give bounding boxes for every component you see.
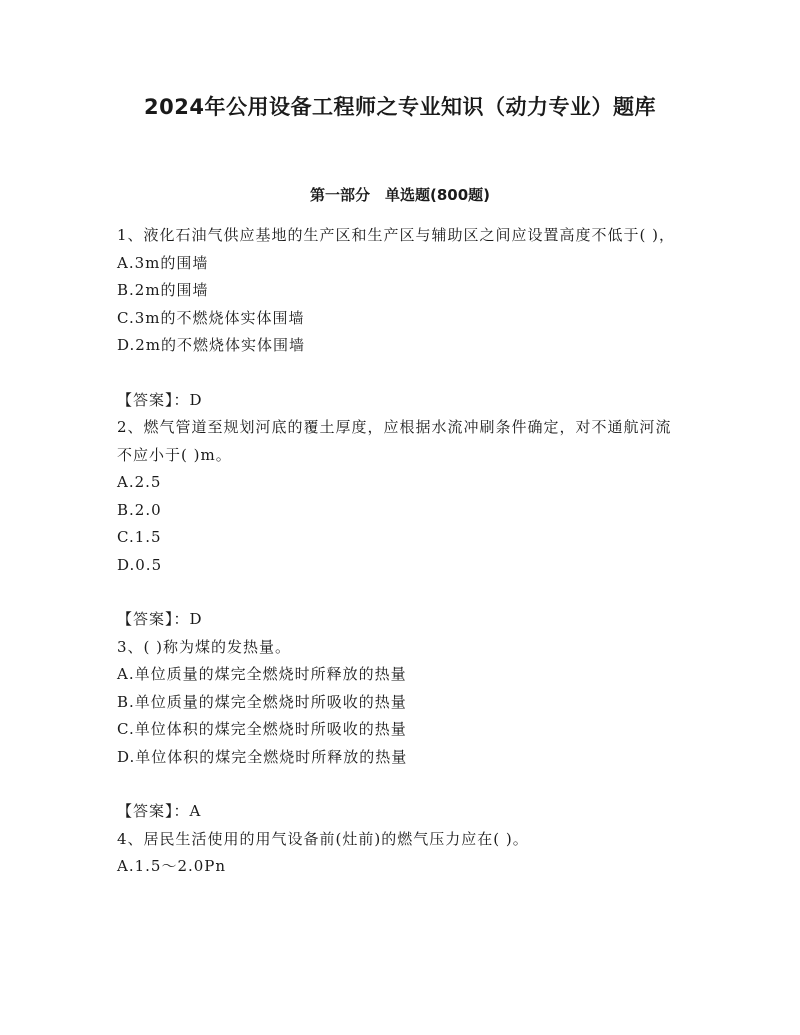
option-a: A.单位质量的煤完全燃烧时所释放的热量 xyxy=(117,665,407,683)
option-b: B.单位质量的煤完全燃烧时所吸收的热量 xyxy=(117,692,407,711)
option-a: A.3m的围墙 xyxy=(117,253,209,272)
question-stem: 1、液化石油气供应基地的生产区和生产区与辅助区之间应设置高度不低于( )， xyxy=(117,226,676,244)
option-c: C.3m的不燃烧体实体围墙 xyxy=(117,308,305,327)
answer-line: 【答案】：D xyxy=(117,390,203,409)
option-d: D.2m的不燃烧体实体围墙 xyxy=(117,336,306,354)
answer-line: 【答案】：A xyxy=(117,802,202,820)
option-d: D.0.5 xyxy=(117,555,163,574)
document-title: 2024年公用设备工程师之专业知识（动力专业）题库 xyxy=(144,95,656,119)
question-stem: 4、居民生活使用的用气设备前(灶前)的燃气压力应在( )。 xyxy=(117,829,529,848)
option-c: C.1.5 xyxy=(117,528,162,546)
option-d: D.单位体积的煤完全燃烧时所释放的热量 xyxy=(117,747,408,766)
option-b: B.2m的围墙 xyxy=(117,281,209,299)
question-stem: 3、( )称为煤的发热量。 xyxy=(117,637,292,656)
question-item xyxy=(117,222,683,414)
question-list xyxy=(117,222,683,881)
question-item xyxy=(117,634,683,826)
section-title: 第一部分 单选题(800题) xyxy=(309,186,491,204)
question-item xyxy=(117,414,683,634)
answer-line: 【答案】：D xyxy=(117,610,203,628)
option-c: C.单位体积的煤完全燃烧时所吸收的热量 xyxy=(117,720,407,738)
option-a: A.2.5 xyxy=(117,473,162,491)
option-b: B.2.0 xyxy=(117,500,162,519)
question-stem: 2、燃气管道至规划河底的覆土厚度，应根据水流冲刷条件确定，对不通航河流不应小于( )m。 xyxy=(117,418,672,464)
option-a: A.1.5～2.0Pn xyxy=(117,857,227,875)
question-item xyxy=(117,826,683,881)
